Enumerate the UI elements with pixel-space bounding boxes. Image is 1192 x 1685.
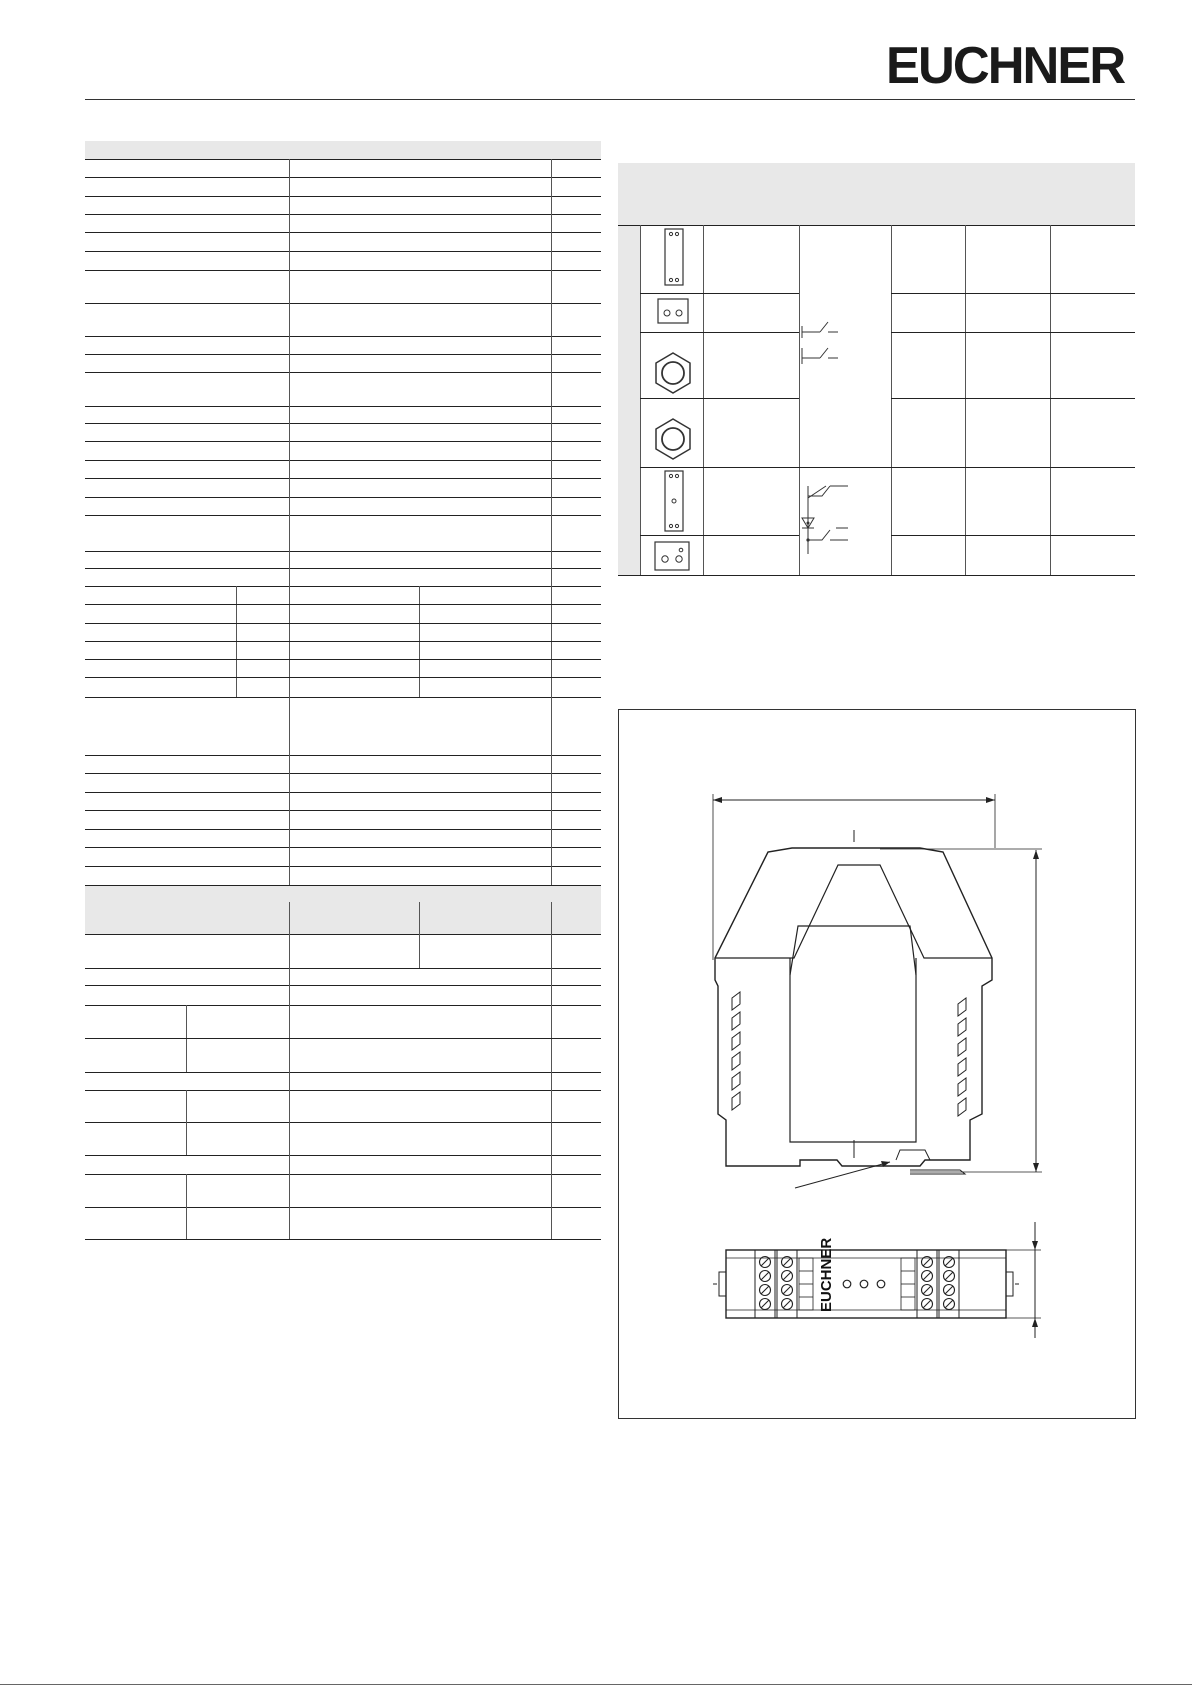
- table-rule: [85, 1207, 601, 1208]
- table-rule: [85, 423, 601, 424]
- module-front-thumbnail-1: [664, 228, 684, 286]
- table-rule: [85, 755, 601, 756]
- table-column-rule: [289, 159, 290, 885]
- table-column-rule: [551, 159, 552, 885]
- table-rule: [85, 934, 601, 935]
- contact-schematic-icon-2: [800, 478, 850, 558]
- table-rule: [640, 535, 799, 536]
- table-rule: [85, 497, 601, 498]
- header-rule: [85, 99, 1135, 100]
- module-front-thumbnail-2: [664, 470, 684, 532]
- table-rule: [891, 293, 1135, 294]
- table-rule: [85, 515, 601, 516]
- table-rule: [618, 575, 1135, 576]
- table-rule: [85, 697, 601, 698]
- table-rule: [85, 968, 601, 969]
- ordering-header-band: [618, 163, 1135, 225]
- table-rule: [85, 1122, 601, 1123]
- table-rule: [85, 1005, 601, 1006]
- table-rule: [85, 196, 601, 197]
- ordering-side-band: [618, 225, 640, 575]
- table-rule: [640, 332, 799, 333]
- table-section-band: [85, 885, 601, 902]
- table-rule: [85, 270, 601, 271]
- module-side-drawing: [700, 790, 1100, 1180]
- table-rule: [236, 604, 601, 605]
- module-top-thumbnail-1: [657, 298, 689, 324]
- table-rule: [640, 467, 1135, 468]
- table-rule: [891, 535, 1135, 536]
- table-rule: [85, 232, 601, 233]
- table-rule: [85, 1090, 601, 1091]
- table-rule: [85, 354, 601, 355]
- table-rule: [85, 441, 601, 442]
- table-rule: [85, 866, 601, 867]
- contact-schematic-icon-1: [800, 318, 840, 368]
- table-header-band: [85, 141, 601, 159]
- table-rule: [85, 478, 601, 479]
- table-rule: [236, 677, 601, 678]
- table-rule: [85, 336, 601, 337]
- table-rule: [236, 659, 601, 660]
- table-rule: [85, 792, 601, 793]
- table-column-rule: [186, 1090, 187, 1155]
- module-front-drawing: [705, 1220, 1045, 1340]
- table-rule: [85, 568, 601, 569]
- table-rule: [640, 398, 799, 399]
- table-rule: [85, 829, 601, 830]
- table-rule: [236, 623, 601, 624]
- table-rule: [85, 810, 601, 811]
- table-column-rule: [640, 225, 641, 575]
- table-column-rule: [186, 1174, 187, 1239]
- table-rule: [618, 225, 1135, 226]
- table-rule: [85, 551, 601, 552]
- table-rule: [85, 985, 601, 986]
- cable-gland-thumbnail-2: [654, 418, 692, 460]
- table-rule: [85, 372, 601, 373]
- euchner-logo: EUCHNER: [886, 37, 1125, 95]
- front-brand-label: EUCHNER: [818, 1237, 835, 1312]
- table-rule: [891, 398, 1135, 399]
- table-rule: [85, 214, 601, 215]
- table-column-rule: [1050, 225, 1051, 575]
- table-column-rule: [551, 902, 552, 1239]
- table-column-rule: [419, 902, 420, 968]
- table-column-rule: [965, 225, 966, 575]
- table-rule: [85, 251, 601, 252]
- table-rule: [85, 1155, 601, 1156]
- table-rule: [85, 847, 601, 848]
- table-rule: [85, 885, 601, 886]
- table-rule: [186, 1038, 601, 1039]
- table-rule: [640, 293, 799, 294]
- table-rule: [85, 303, 601, 304]
- table-rule: [85, 586, 601, 587]
- table-column-rule: [703, 225, 704, 575]
- table-rule: [85, 177, 601, 178]
- table-subheader-band: [85, 902, 601, 934]
- table-rule: [85, 406, 601, 407]
- table-rule: [85, 1239, 601, 1240]
- table-column-rule: [891, 225, 892, 575]
- module-top-thumbnail-2: [654, 541, 690, 571]
- table-rule: [85, 773, 601, 774]
- cable-gland-thumbnail-1: [654, 352, 692, 394]
- table-rule: [891, 332, 1135, 333]
- table-rule: [85, 1072, 601, 1073]
- table-column-rule: [289, 902, 290, 1239]
- table-rule: [85, 460, 601, 461]
- table-rule: [85, 159, 601, 160]
- table-rule: [236, 641, 601, 642]
- table-rule: [85, 1174, 601, 1175]
